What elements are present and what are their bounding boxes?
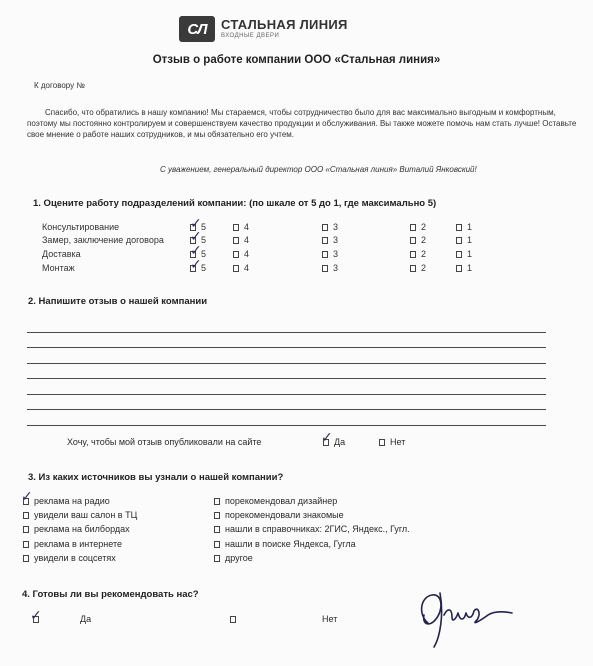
checkbox[interactable] — [410, 251, 416, 258]
director-closing: С уважением, генеральный директор ООО «Стальная линия» Виталий Янковский! — [160, 165, 477, 174]
publish-question: Хочу, чтобы мой отзыв опубликовали на сайте — [67, 437, 262, 447]
checkbox[interactable] — [322, 224, 328, 231]
rating-option-4[interactable]: 4 — [233, 235, 249, 245]
checkbox[interactable] — [410, 265, 416, 272]
rating-option-2[interactable]: 2 — [410, 235, 426, 245]
section-4-heading: 4. Готовы ли вы рекомендовать нас? — [22, 589, 199, 600]
intro-paragraph: Спасибо, что обратились в нашу компанию! Мы стараемся, чтобы сотрудничество было для вас максимально выгодным и комфортным, поэтому мы постоянно контролируем и совершенствуем качество продукции и обслуживания. Вы также можете помочь нам стать лучше! Оставьте свое мнение о работе наших сотрудников, и мы обязательно его учтем. — [27, 108, 577, 139]
rating-option-1[interactable]: 1 — [456, 235, 472, 245]
rating-option-3[interactable]: 3 — [322, 263, 338, 273]
rating-option-3[interactable]: 3 — [322, 235, 338, 245]
review-writing-line[interactable] — [27, 425, 546, 426]
source-option-designer[interactable]: порекомендовал дизайнер — [214, 496, 337, 506]
handwritten-check-icon: ✓ — [190, 229, 202, 245]
rating-row-label: Консультирование — [42, 222, 120, 232]
checkbox[interactable] — [23, 512, 29, 519]
handwritten-check-icon: ✓ — [190, 216, 202, 232]
checkbox[interactable] — [214, 526, 220, 533]
source-option-mall[interactable]: увидели ваш салон в ТЦ — [23, 510, 137, 520]
rating-option-4[interactable]: 4 — [233, 222, 249, 232]
checkbox[interactable] — [322, 265, 328, 272]
checkbox[interactable] — [23, 526, 29, 533]
publish-yes-option[interactable]: Да — [323, 437, 345, 447]
rating-option-3[interactable]: 3 — [322, 222, 338, 232]
source-option-social[interactable]: увидели в соцсетях — [23, 553, 116, 563]
checkbox[interactable] — [214, 512, 220, 519]
checkbox[interactable] — [379, 439, 385, 446]
checkbox[interactable] — [214, 555, 220, 562]
checkbox[interactable] — [322, 237, 328, 244]
handwritten-check-icon: ✓ — [21, 489, 33, 505]
contract-number-label: К договору № — [34, 81, 85, 90]
handwritten-check-icon: ✓ — [190, 257, 202, 273]
checkbox[interactable] — [410, 237, 416, 244]
review-writing-line[interactable] — [27, 378, 546, 379]
rating-option-4[interactable]: 4 — [233, 263, 249, 273]
logo-name: СТАЛЬНАЯ ЛИНИЯ — [221, 17, 348, 32]
rating-option-2[interactable]: 2 — [410, 222, 426, 232]
checkbox[interactable] — [214, 498, 220, 505]
rating-option-5[interactable]: 5 — [190, 222, 206, 232]
rating-row-label: Монтаж — [42, 263, 75, 273]
review-writing-line[interactable] — [27, 409, 546, 410]
rating-row — [42, 249, 522, 261]
review-writing-line[interactable] — [27, 363, 546, 364]
checkbox[interactable] — [214, 541, 220, 548]
recommend-no-label: Нет — [322, 614, 338, 624]
form-title: Отзыв о работе компании ООО «Стальная линия» — [152, 54, 441, 66]
source-option-directories[interactable]: нашли в справочниках: 2ГИС, Яндекс., Гугл. — [214, 524, 410, 534]
rating-option-1[interactable]: 1 — [456, 222, 472, 232]
checkbox[interactable] — [233, 265, 239, 272]
handwritten-check-icon: ✓ — [321, 430, 333, 446]
review-writing-line[interactable] — [27, 332, 546, 333]
rating-row — [42, 263, 522, 275]
checkbox[interactable] — [456, 265, 462, 272]
checkbox[interactable] — [23, 555, 29, 562]
checkbox[interactable] — [230, 616, 236, 623]
checkbox[interactable] — [233, 251, 239, 258]
rating-option-5[interactable]: 5 — [190, 249, 206, 259]
section-2-heading: 2. Напишите отзыв о нашей компании — [28, 296, 208, 307]
rating-option-2[interactable]: 2 — [410, 263, 426, 273]
source-option-internet[interactable]: реклама в интернете — [23, 539, 122, 549]
checkbox[interactable] — [322, 251, 328, 258]
section-3-heading: 3. Из каких источников вы узнали о нашей компании? — [28, 472, 284, 483]
rating-option-4[interactable]: 4 — [233, 249, 249, 259]
recommend-no-option[interactable] — [230, 614, 241, 624]
rating-option-5[interactable]: 5 — [190, 263, 206, 273]
handwritten-signature — [410, 575, 520, 655]
rating-option-2[interactable]: 2 — [410, 249, 426, 259]
source-option-radio[interactable]: реклама на радио — [23, 496, 110, 506]
rating-row-label: Доставка — [42, 249, 81, 259]
section-1-heading: 1. Оцените работу подразделений компании: (по шкале от 5 до 1, где максимально 5) — [33, 198, 437, 209]
checkbox[interactable] — [23, 541, 29, 548]
review-writing-line[interactable] — [27, 347, 546, 348]
source-option-search[interactable]: нашли в поиске Яндекса, Гугла — [214, 539, 356, 549]
checkbox[interactable] — [456, 224, 462, 231]
company-logo — [179, 16, 348, 42]
recommend-yes-label: Да — [80, 614, 92, 624]
checkbox[interactable] — [233, 224, 239, 231]
logo-subtitle: ВХОДНЫЕ ДВЕРИ — [221, 33, 280, 39]
checkbox[interactable] — [233, 237, 239, 244]
handwritten-check-icon: ✓ — [30, 608, 42, 624]
source-option-other[interactable]: другое — [214, 553, 253, 563]
rating-row — [42, 235, 522, 247]
checkbox[interactable] — [410, 224, 416, 231]
review-writing-line[interactable] — [27, 394, 546, 395]
checkbox[interactable] — [456, 237, 462, 244]
handwritten-check-icon: ✓ — [190, 243, 202, 259]
publish-no-option[interactable]: Нет — [379, 437, 405, 447]
logo-mark: СЛ — [179, 16, 215, 42]
source-option-billboards[interactable]: реклама на билбордах — [23, 524, 130, 534]
rating-option-1[interactable]: 1 — [456, 263, 472, 273]
checkbox[interactable] — [456, 251, 462, 258]
rating-option-1[interactable]: 1 — [456, 249, 472, 259]
rating-option-3[interactable]: 3 — [322, 249, 338, 259]
rating-row-label: Замер, заключение договора — [42, 235, 164, 245]
source-option-friends[interactable]: порекомендовали знакомые — [214, 510, 344, 520]
rating-option-5[interactable]: 5 — [190, 235, 206, 245]
rating-row — [42, 222, 522, 234]
